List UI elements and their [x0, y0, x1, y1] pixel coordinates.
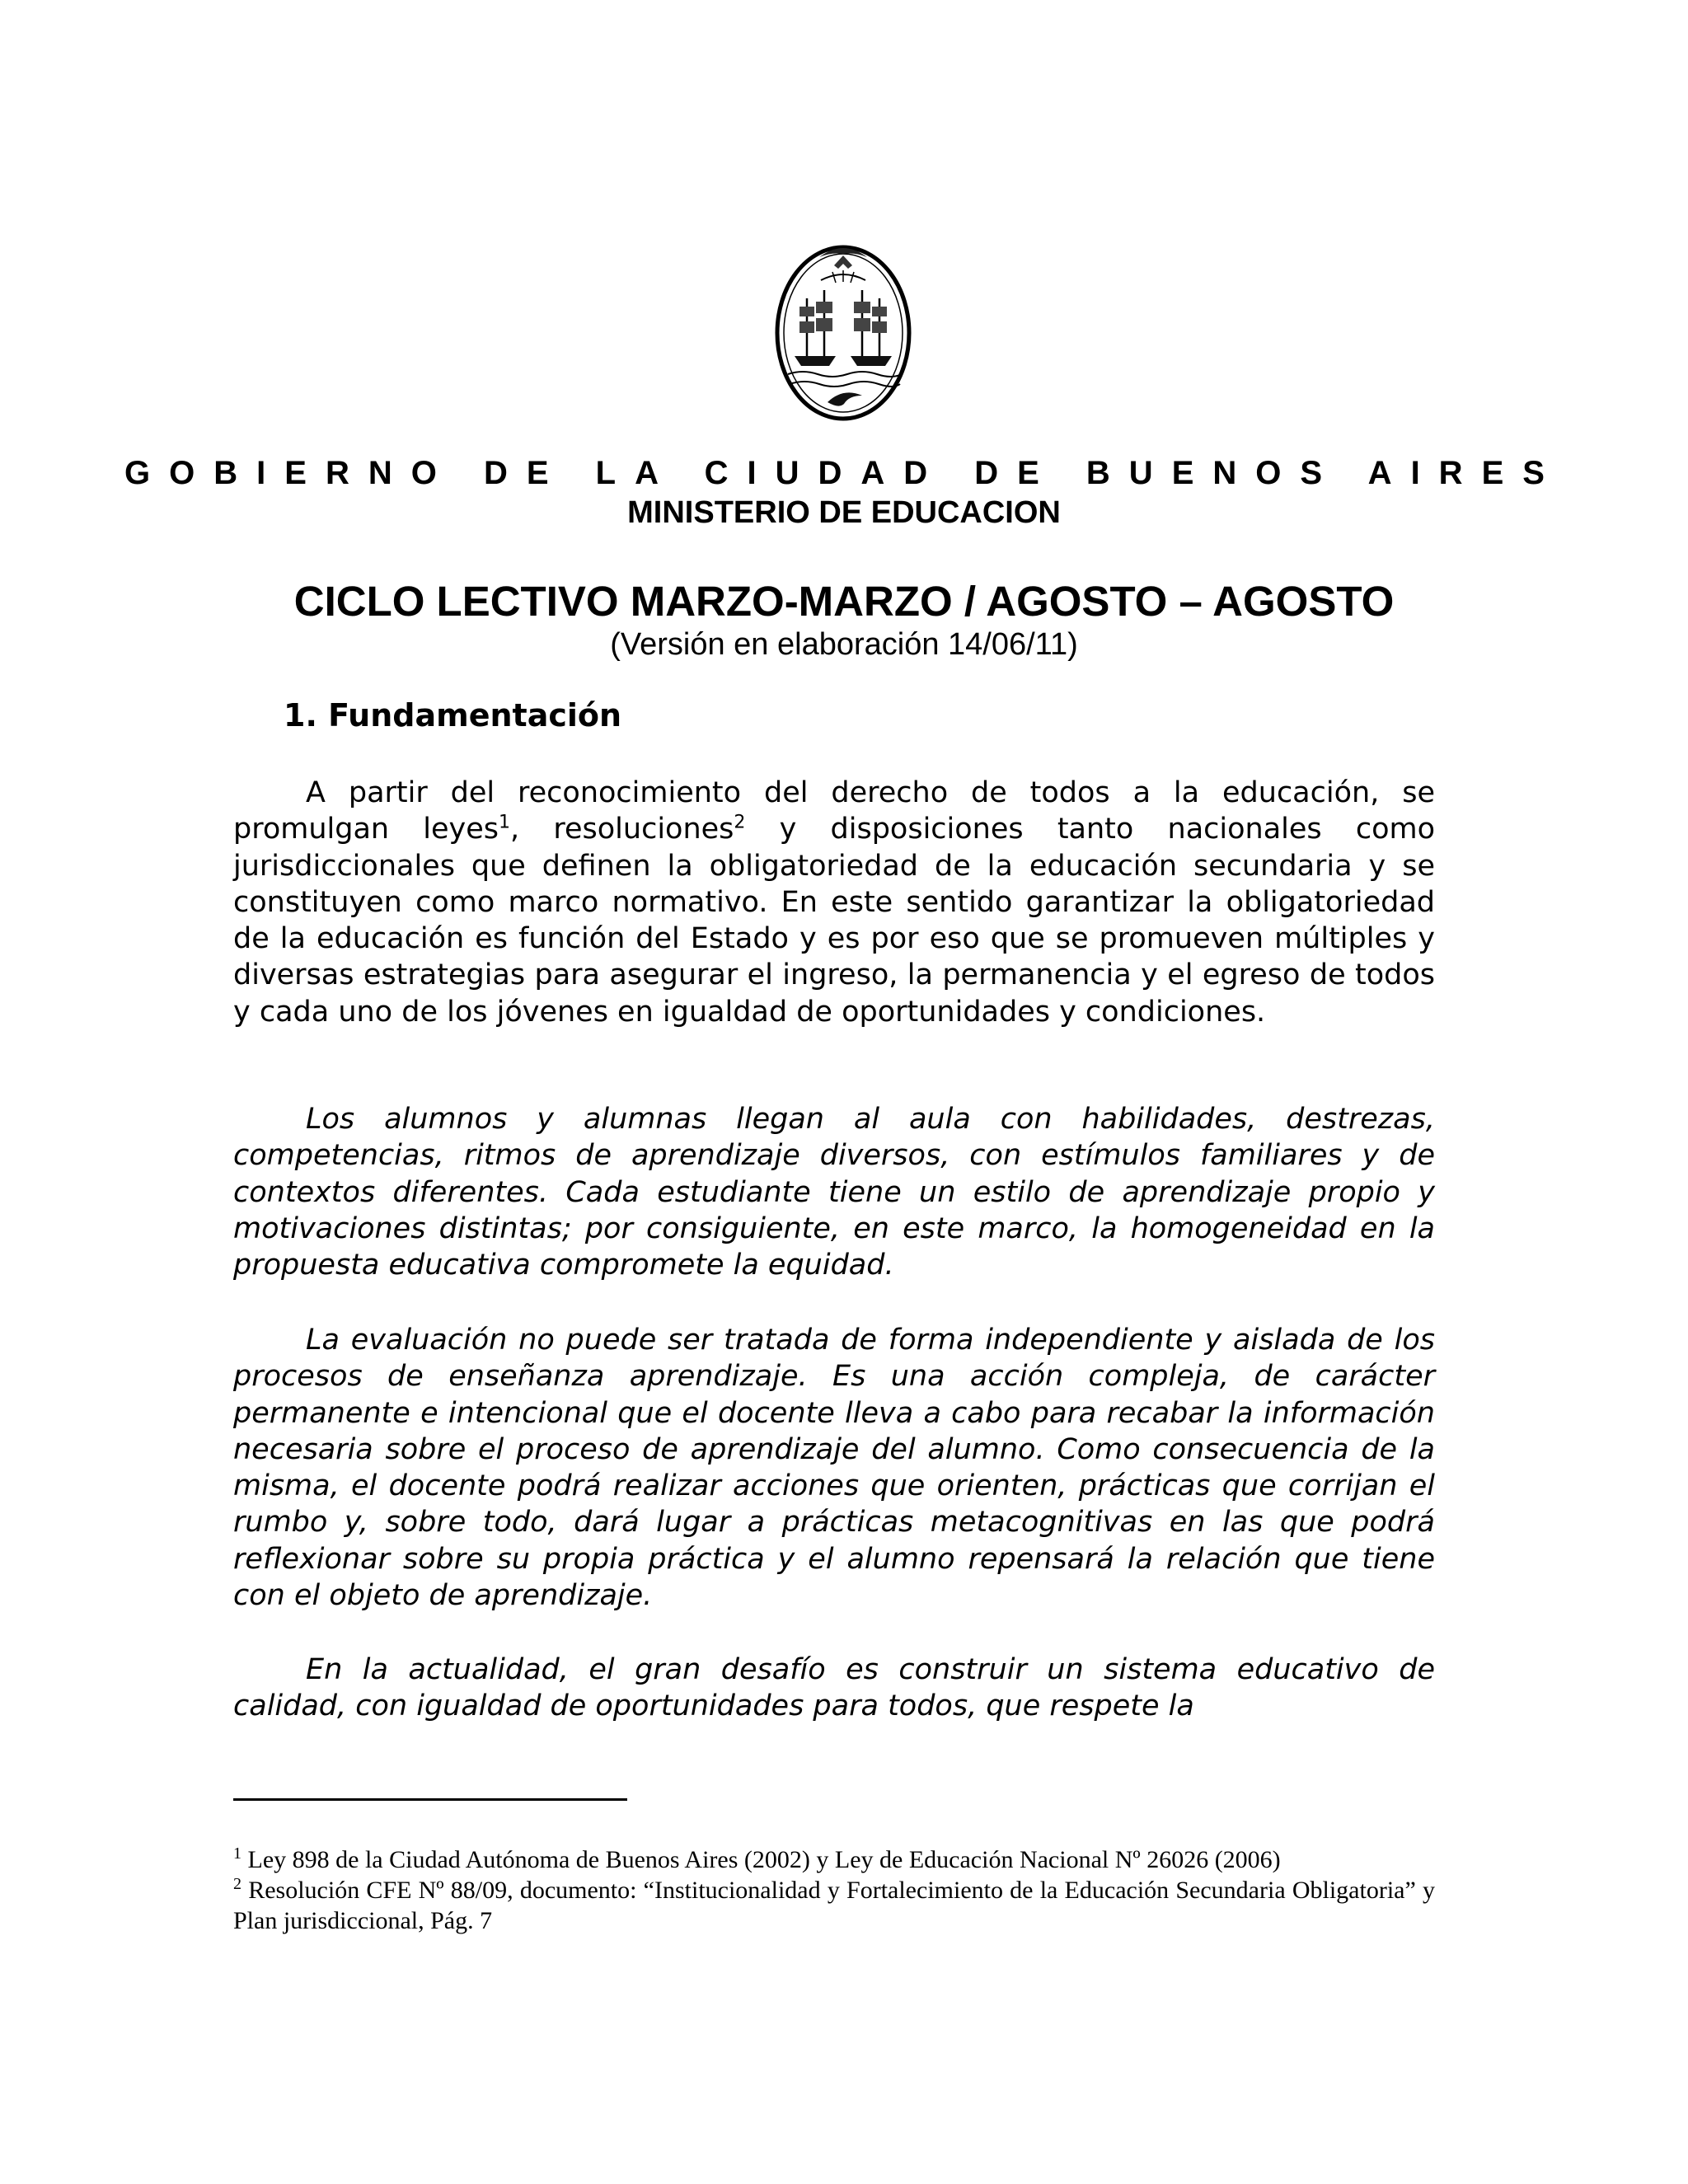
footnote-text: Resolución CFE Nº 88/09, documento: “Institucionalidad y Fortalecimiento de la Educación Secundaria Obligatoria” y Plan jurisdiccional, Pág. 7 — [233, 1877, 1435, 1934]
footnotes — [233, 1844, 1435, 1936]
paragraph-text: , resoluciones — [510, 813, 734, 846]
footnote-divider — [233, 1798, 627, 1801]
paragraph-text: y disposiciones tanto nacionales como jurisdiccionales que definen la obligatoriedad de la educación secundaria y se constituyen como marco normativo. En este sentido garantizar la obligatoriedad de la educación es función del Estado y es por eso que se promueven múltiples y diversas estrategias para asegurar el ingreso, la permanencia y el egreso de todos y cada uno de los jóvenes en igualdad de oportunidades y condiciones. — [233, 813, 1436, 1029]
footnote-1 — [233, 1844, 1435, 1875]
city-coat-of-arms-icon — [770, 232, 917, 424]
footnote-ref-2: 2 — [734, 812, 746, 833]
government-title: GOBIERNO DE LA CIUDAD DE BUENOS AIRES — [124, 455, 1564, 491]
footnote-text: Ley 898 de la Ciudad Autónoma de Buenos Aires (2002) y Ley de Educación Nacional Nº 26026 (2006) — [241, 1846, 1281, 1873]
footnote-number: 2 — [233, 1875, 241, 1893]
footnote-number: 1 — [233, 1844, 241, 1863]
version-note: (Versión en elaboración 14/06/11) — [610, 627, 1078, 662]
footnote-ref-1: 1 — [499, 812, 511, 833]
paragraph-text: A partir del reconocimiento del derecho de todos a la educación, se promulgan leyes — [233, 776, 1435, 846]
document-title: CICLO LECTIVO MARZO-MARZO / AGOSTO – AGOSTO — [293, 578, 1395, 625]
footnote-2 — [233, 1875, 1435, 1936]
section-heading: 1. Fundamentación — [284, 697, 622, 733]
paragraph-fundamentacion — [233, 775, 1435, 1030]
paragraph-actualidad: En la actualidad, el gran desafío es construir un sistema educativo de calidad, con igualdad de oportunidades para todos, que respete la — [233, 1653, 1435, 1723]
paragraph-alumnos: Los alumnos y alumnas llegan al aula con habilidades, destrezas, competencias, ritmos de aprendizaje diversos, con estímulos familiares y de contextos diferentes. Cada estudiante tiene un estilo de aprendizaje propio y motivaciones distintas; por consiguiente, en este marco, la homogeneidad en la propuesta educativa compromete la equidad. — [233, 1103, 1435, 1282]
ministry-title: MINISTERIO DE EDUCACION — [627, 495, 1061, 530]
paragraph-evaluacion: La evaluación no puede ser tratada de forma independiente y aislada de los procesos de enseñanza aprendizaje. Es una acción compleja, de carácter permanente e intencional que el docente lleva a cabo para recabar la información necesaria sobre el proceso de aprendizaje del alumno. Como consecuencia de la misma, el docente podrá realizar acciones que orienten, prácticas que corrijan el rumbo y, sobre todo, dará lugar a prácticas metacognitivas en las que podrá reflexionar sobre su propia práctica y el alumno repensará la relación que tiene con el objeto de aprendizaje. — [233, 1324, 1435, 1613]
